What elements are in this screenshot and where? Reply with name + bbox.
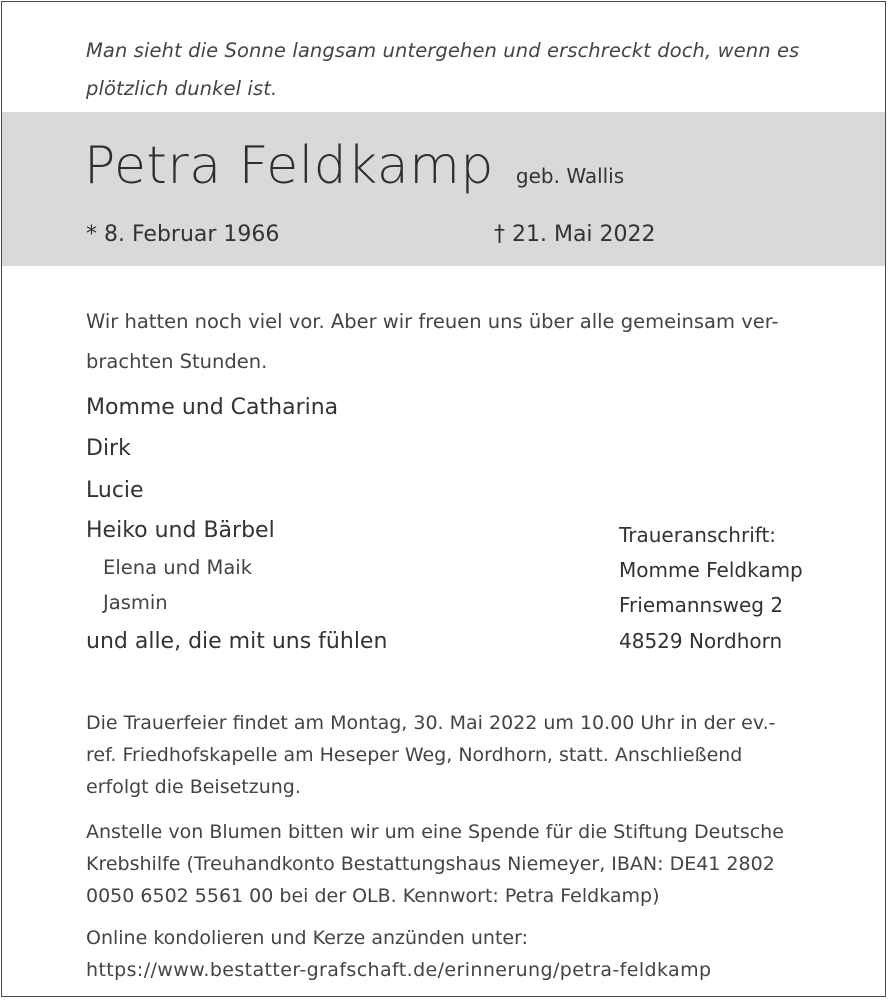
birth-date: * 8. Februar 1966 bbox=[86, 222, 280, 247]
family-item: Momme und Catharina bbox=[86, 395, 339, 420]
quote-line-1: Man sieht die Sonne langsam untergehen und erschreckt doch, wenn es bbox=[86, 39, 800, 62]
death-date: † 21. Mai 2022 bbox=[494, 222, 656, 247]
obituary-notice bbox=[1, 1, 886, 997]
address-name: Momme Feldkamp bbox=[619, 558, 803, 582]
online-condolence bbox=[86, 922, 810, 986]
donation-text bbox=[86, 816, 810, 912]
quote-line-2: plötzlich dunkel ist. bbox=[86, 77, 278, 100]
condolence-link[interactable]: https://www.bestatter-grafschaft.de/erinnerung/petra-feldkamp bbox=[86, 959, 712, 981]
address-city: 48529 Nordhorn bbox=[619, 629, 783, 653]
ceremony-line-2: ref. Friedhofskapelle am Heseper Weg, Nordhorn, statt. Anschließend bbox=[86, 744, 743, 766]
intro-line-1: Wir hatten noch viel vor. Aber wir freuen uns über alle gemeinsam ver- bbox=[86, 310, 779, 333]
deceased-name: Petra Feldkamp bbox=[84, 136, 494, 196]
family-item: Dirk bbox=[86, 436, 131, 461]
online-label: Online kondolieren und Kerze anzünden unter: bbox=[86, 927, 528, 949]
opening-quote bbox=[86, 32, 816, 108]
intro-text bbox=[86, 302, 806, 382]
family-item: Heiko und Bärbel bbox=[86, 518, 275, 543]
maiden-name: geb. Wallis bbox=[515, 164, 625, 188]
family-sub-item: Elena und Maik bbox=[103, 556, 253, 579]
ceremony-text bbox=[86, 707, 810, 803]
family-item: Lucie bbox=[86, 478, 144, 503]
donation-line-3: 0050 6502 5561 00 bei der OLB. Kennwort: Petra Feldkamp) bbox=[86, 885, 660, 907]
intro-line-2: brachten Stunden. bbox=[86, 350, 268, 373]
ceremony-line-1: Die Trauerfeier findet am Montag, 30. Mai 2022 um 10.00 Uhr in der ev.- bbox=[86, 712, 776, 734]
address-label: Traueranschrift: bbox=[619, 523, 777, 547]
donation-line-2: Krebshilfe (Treuhandkonto Bestattungshaus Niemeyer, IBAN: DE41 2802 bbox=[86, 853, 775, 875]
family-sub-item: Jasmin bbox=[103, 591, 168, 614]
name-line bbox=[84, 136, 624, 196]
address-street: Friemannsweg 2 bbox=[619, 593, 784, 617]
ceremony-line-3: erfolgt die Beisetzung. bbox=[86, 776, 301, 798]
family-closing: und alle, die mit uns fühlen bbox=[86, 629, 388, 654]
donation-line-1: Anstelle von Blumen bitten wir um eine Spende für die Stiftung Deutsche bbox=[86, 821, 784, 843]
